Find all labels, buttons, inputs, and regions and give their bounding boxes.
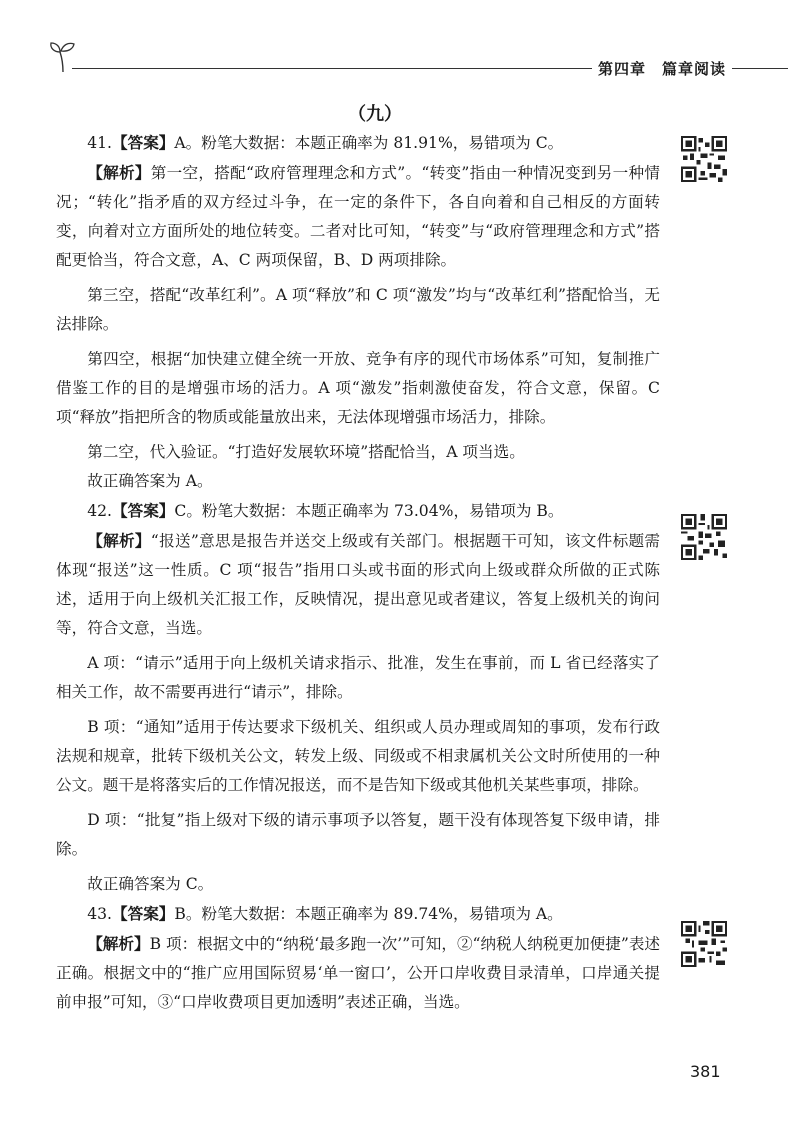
page-header [48,38,788,78]
paragraph: 43.【答案】B。粉笔大数据：本题正确率为 89.74%，易错项为 A。 [87,904,563,923]
paragraph: 第三空，搭配“改革红利”。A 项“释放”和 C 项“激发”均与“改革红利”搭配恰当，无法排除。 [56,286,660,333]
section-title: （九） [348,104,402,125]
paragraph: A 项：“请示”适用于向上级机关请求指示、批准，发生在事前，而 L 省已经落实了相关工作，故不需要再进行“请示”，排除。 [56,654,660,701]
paragraph: B 项：“通知”适用于传达要求下级机关、组织或人员办理或周知的事项，发布行政法规和规章，批转下级机关公文，转发上级、同级或不相隶属机关公文时所使用的一种公文。题干是将落实后的工作情况报送，而不是告知下级或其他机关某些事项，排除。 [56,718,660,794]
paragraph: 故正确答案为 A。 [87,472,213,490]
paragraph: 【解析】B 项：根据文中的“纳税‘最多跑一次’”可知，②“纳税人纳税更加便捷”表述正确。根据文中的“推广应用国际贸易‘单一窗口’，公开口岸收费目录清单，口岸通关提前申报”可知，③“口岸收费项目更加透明”表述正确，当选。 [56,934,661,1011]
paragraph: 【解析】“报送”意思是报告并送交上级或有关部门。根据题干可知，该文件标题需体现“报送”这一性质。C 项“报告”指用口头或书面的形式向上级或群众所做的正式陈述，适用于向上级机关汇报工作，反映情况，提出意见或者建议，答复上级机关的询问等，符合文意，当选。 [56,531,660,637]
chapter-title: 第四章 篇章阅读 [592,58,732,79]
qr-code-icon[interactable] [681,514,727,560]
paragraph: 故正确答案为 C。 [87,875,214,893]
paragraph: 42.【答案】C。粉笔大数据：本题正确率为 73.04%，易错项为 B。 [87,501,564,520]
paragraph: 【解析】第一空，搭配“政府管理理念和方式”。“转变”指由一种情况变到另一种情况；“转化”指矛盾的双方经过斗争，在一定的条件下，各自向着和自己相反的方面转变，向着对立方面所处的地位转变。二者对比可知，“转变”与“政府管理理念和方式”搭配更恰当，符合文意，A、C 两项保留，B、D 两项排除。 [56,163,660,269]
paragraph: D 项：“批复”指上级对下级的请示事项予以答复，题干没有体现答复下级申请，排除。 [56,811,660,858]
qr-code-icon[interactable] [681,136,727,182]
page-number: 381 [690,1062,721,1081]
paragraph: 第二空，代入验证。“打造好发展软环境”搭配恰当，A 项当选。 [87,443,525,461]
qr-code-icon[interactable] [681,921,727,967]
paragraph: 第四空，根据“加快建立健全统一开放、竞争有序的现代市场体系”可知，复制推广借鉴工作的目的是增强市场的活力。A 项“激发”指刺激使奋发，符合文意，保留。C 项“释放”指把所含的物质或能量放出来，无法体现增强市场活力，排除。 [56,350,660,426]
paragraph: 41.【答案】A。粉笔大数据：本题正确率为 81.91%，易错项为 C。 [87,133,564,152]
page-content [56,128,660,1017]
